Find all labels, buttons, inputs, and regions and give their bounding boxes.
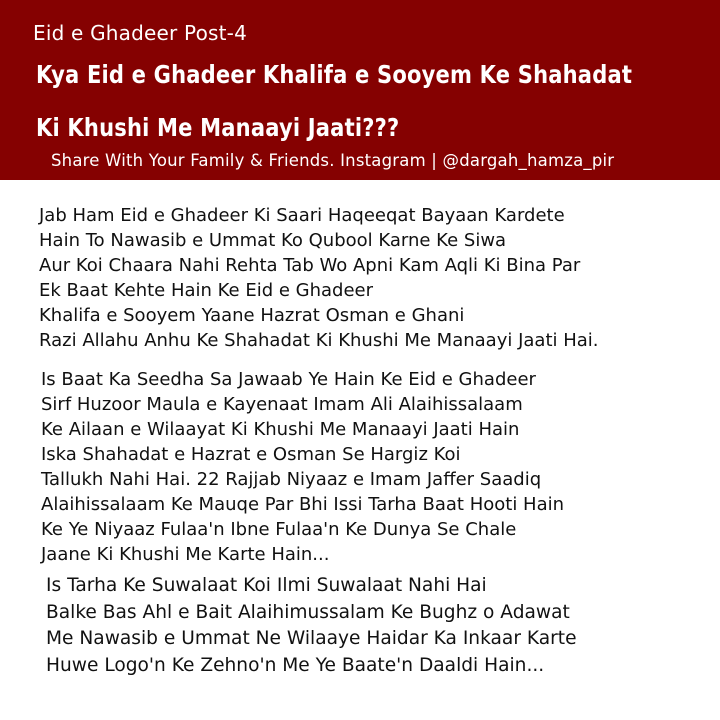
paragraph-line: Khalifa e Sooyem Yaane Hazrat Osman e Ghani xyxy=(39,305,465,326)
paragraph-line: Alaihissalaam Ke Mauqe Par Bhi Issi Tarha Baat Hooti Hain xyxy=(41,494,565,515)
paragraph-line: Jab Ham Eid e Ghadeer Ki Saari Haqeeqat Bayaan Kardete xyxy=(39,205,565,226)
header-banner xyxy=(0,0,720,180)
paragraph-line: Ke Ye Niyaaz Fulaa'n Ibne Fulaa'n Ke Dunya Se Chale xyxy=(41,519,517,540)
headline-line-1: Kya Eid e Ghadeer Khalifa e Sooyem Ke Shahadat xyxy=(36,60,633,89)
paragraph-line: Iska Shahadat e Hazrat e Osman Se Hargiz Koi xyxy=(41,444,461,465)
paragraph-line: Is Tarha Ke Suwalaat Koi Ilmi Suwalaat Nahi Hai xyxy=(46,575,487,596)
headline-line-2: Ki Khushi Me Manaayi Jaati??? xyxy=(36,113,400,142)
paragraph-line: Hain To Nawasib e Ummat Ko Qubool Karne Ke Siwa xyxy=(39,230,507,251)
paragraph-line: Is Baat Ka Seedha Sa Jawaab Ye Hain Ke Eid e Ghadeer xyxy=(41,369,536,390)
paragraph-line: Razi Allahu Anhu Ke Shahadat Ki Khushi Me Manaayi Jaati Hai. xyxy=(39,330,599,351)
paragraph-line: Ek Baat Kehte Hain Ke Eid e Ghadeer xyxy=(39,280,374,301)
paragraph-line: Me Nawasib e Ummat Ne Wilaaye Haidar Ka Inkaar Karte xyxy=(46,628,577,649)
paragraph-line: Huwe Logo'n Ke Zehno'n Me Ye Baate'n Daaldi Hain... xyxy=(46,654,545,676)
paragraph-line: Tallukh Nahi Hai. 22 Rajjab Niyaaz e Imam Jaffer Saadiq xyxy=(41,469,542,490)
paragraph-2 xyxy=(41,367,564,567)
paragraph-line: Balke Bas Ahl e Bait Alaihimussalam Ke Bughz o Adawat xyxy=(46,601,570,623)
paragraph-3 xyxy=(46,573,577,679)
paragraph-line: Ke Ailaan e Wilaayat Ki Khushi Me Manaayi Jaati Hain xyxy=(41,419,520,440)
paragraph-line: Jaane Ki Khushi Me Karte Hain... xyxy=(41,544,330,565)
paragraph-line: Sirf Huzoor Maula e Kayenaat Imam Ali Alaihissalaam xyxy=(41,394,523,415)
paragraph-line: Aur Koi Chaara Nahi Rehta Tab Wo Apni Kam Aqli Ki Bina Par xyxy=(39,255,581,276)
paragraph-1 xyxy=(39,203,599,353)
share-instagram-line: Share With Your Family & Friends. Instagram | @dargah_hamza_pir xyxy=(51,151,615,170)
post-label: Eid e Ghadeer Post-4 xyxy=(33,21,248,45)
